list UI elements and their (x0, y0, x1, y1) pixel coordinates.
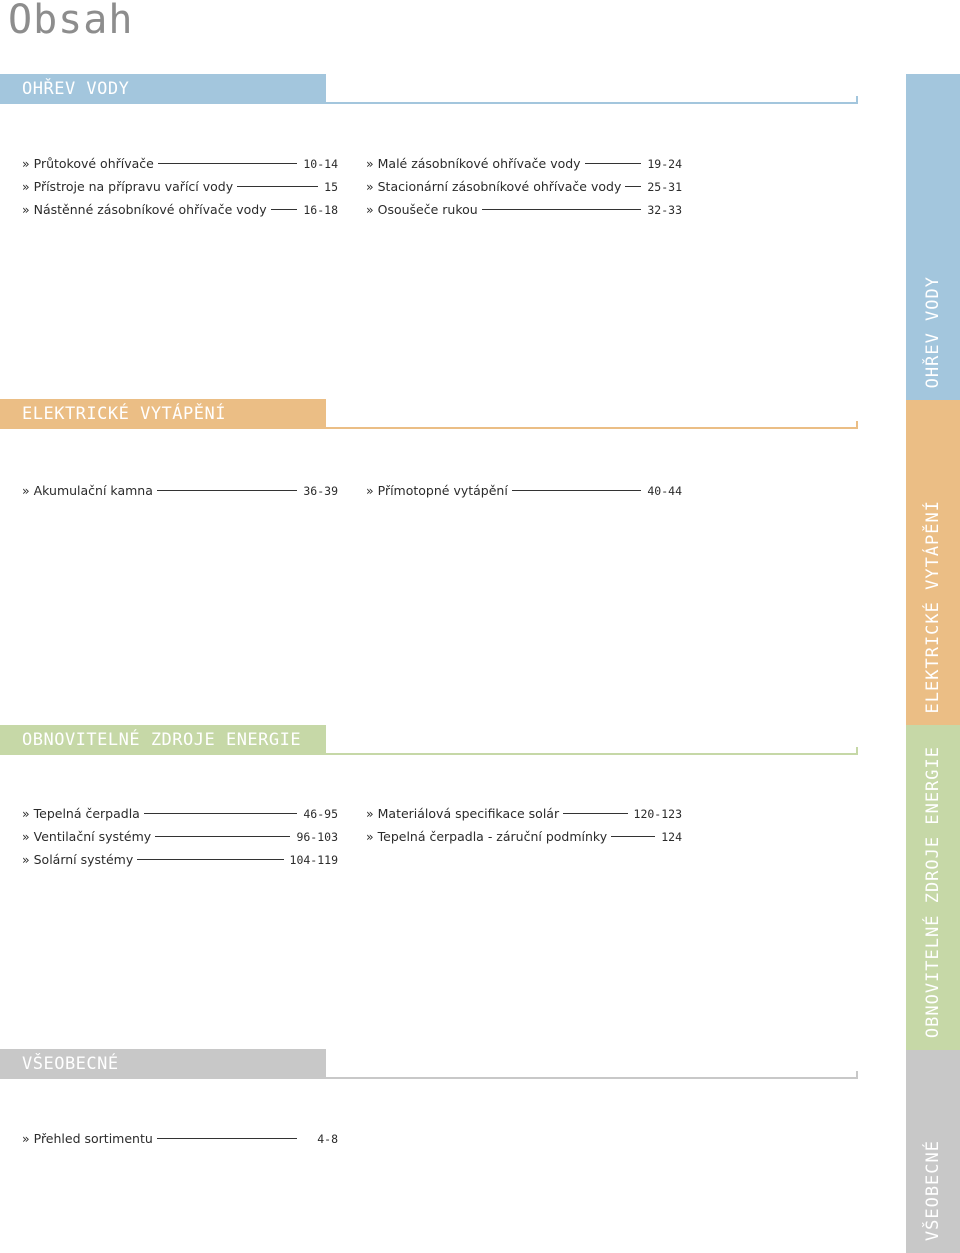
toc-leader-line (157, 490, 298, 491)
toc-list-general-left (22, 1127, 338, 1150)
toc-entry-pages: 16-18 (303, 203, 338, 217)
toc-entry-pages: 32-33 (647, 203, 682, 217)
toc-leader-line (271, 209, 298, 210)
toc-leader-line (482, 209, 642, 210)
section-header-water (0, 74, 858, 106)
toc-entry-pages: 25-31 (647, 180, 682, 194)
toc-entry-label: » Osoušeče rukou (366, 202, 478, 217)
toc-entry[interactable] (366, 152, 682, 175)
toc-entry-label: » Průtokové ohřívače (22, 156, 154, 171)
side-tab-label: ELEKTRICKÉ VYTÁPĚNÍ (923, 499, 943, 713)
toc-entry[interactable] (366, 825, 682, 848)
toc-leader-line (155, 836, 290, 837)
toc-entry[interactable] (22, 479, 338, 502)
toc-entry-label: » Tepelná čerpadla - záruční podmínky (366, 829, 608, 844)
toc-entry-label: » Ventilační systémy (22, 829, 152, 844)
toc-leader-line (611, 836, 655, 837)
side-tab-heating[interactable] (906, 400, 960, 725)
toc-list-heating-right (366, 479, 682, 502)
section-title: ELEKTRICKÉ VYTÁPĚNÍ (0, 399, 326, 429)
toc-entry-pages: 46-95 (303, 807, 338, 821)
toc-entry-pages: 96-103 (296, 830, 338, 844)
toc-entry[interactable] (22, 825, 338, 848)
side-tab-water[interactable] (906, 74, 960, 400)
section-header-renewable (0, 725, 858, 757)
toc-entry-label: » Přehled sortimentu (22, 1131, 153, 1146)
toc-entry-label: » Tepelná čerpadla (22, 806, 140, 821)
toc-leader-line (157, 1138, 297, 1139)
toc-entry[interactable] (366, 198, 682, 221)
toc-entry-pages: 104-119 (289, 853, 338, 867)
toc-entry-label: » Přístroje na přípravu vařící vody (22, 179, 234, 194)
toc-entry-pages: 120-123 (633, 807, 682, 821)
page-title: Obsah (8, 0, 134, 43)
toc-entry[interactable] (22, 198, 338, 221)
toc-entry-label: » Solární systémy (22, 852, 134, 867)
toc-list-renewable-right (366, 802, 682, 848)
side-tab-label: OBNOVITELNÉ ZDROJE ENERGIE (923, 745, 943, 1038)
toc-entry-label: » Stacionární zásobníkové ohřívače vody (366, 179, 622, 194)
toc-leader-line (512, 490, 642, 491)
section-rule-tick (856, 1071, 858, 1079)
side-tab-label: OHŘEV VODY (923, 275, 943, 388)
toc-entry-pages: 15 (324, 180, 338, 194)
toc-list-water-right (366, 152, 682, 221)
toc-entry[interactable] (22, 152, 338, 175)
toc-entry[interactable] (366, 802, 682, 825)
side-tab-renewable[interactable] (906, 725, 960, 1050)
toc-leader-line (237, 186, 318, 187)
toc-leader-line (625, 186, 641, 187)
section-rule-tick (856, 747, 858, 755)
toc-leader-line (137, 859, 283, 860)
toc-entry[interactable] (22, 848, 338, 871)
section-rule-tick (856, 421, 858, 429)
section-rule (326, 427, 858, 429)
section-rule (326, 753, 858, 755)
toc-entry-pages: 19-24 (647, 157, 682, 171)
section-title: OBNOVITELNÉ ZDROJE ENERGIE (0, 725, 326, 755)
side-tab-general[interactable] (906, 1050, 960, 1253)
toc-entry[interactable] (22, 175, 338, 198)
section-header-heating (0, 399, 858, 431)
toc-entry-label: » Nástěnné zásobníkové ohřívače vody (22, 202, 267, 217)
toc-list-water-left (22, 152, 338, 221)
section-rule (326, 1077, 858, 1079)
side-tab-label: VŠEOBECNÉ (923, 1139, 943, 1241)
toc-entry-label: » Akumulační kamna (22, 483, 153, 498)
toc-leader-line (158, 163, 298, 164)
toc-entry-label: » Materiálová specifikace solár (366, 806, 560, 821)
toc-list-renewable-left (22, 802, 338, 871)
toc-entry[interactable] (366, 175, 682, 198)
toc-entry[interactable] (366, 479, 682, 502)
toc-entry-pages: 40-44 (647, 484, 682, 498)
toc-list-heating-left (22, 479, 338, 502)
toc-entry[interactable] (22, 1127, 338, 1150)
section-header-general (0, 1049, 858, 1081)
toc-leader-line (563, 813, 627, 814)
toc-entry-pages: 36-39 (303, 484, 338, 498)
toc-entry-pages: 4-8 (317, 1132, 338, 1146)
section-title: OHŘEV VODY (0, 74, 326, 104)
section-title: VŠEOBECNÉ (0, 1049, 326, 1079)
section-rule (326, 102, 858, 104)
toc-entry[interactable] (22, 802, 338, 825)
toc-leader-line (585, 163, 642, 164)
toc-entry-label: » Malé zásobníkové ohřívače vody (366, 156, 581, 171)
toc-entry-pages: 10-14 (303, 157, 338, 171)
toc-entry-pages: 124 (661, 830, 682, 844)
toc-entry-label: » Přímotopné vytápění (366, 483, 508, 498)
section-rule-tick (856, 96, 858, 104)
toc-leader-line (144, 813, 298, 814)
